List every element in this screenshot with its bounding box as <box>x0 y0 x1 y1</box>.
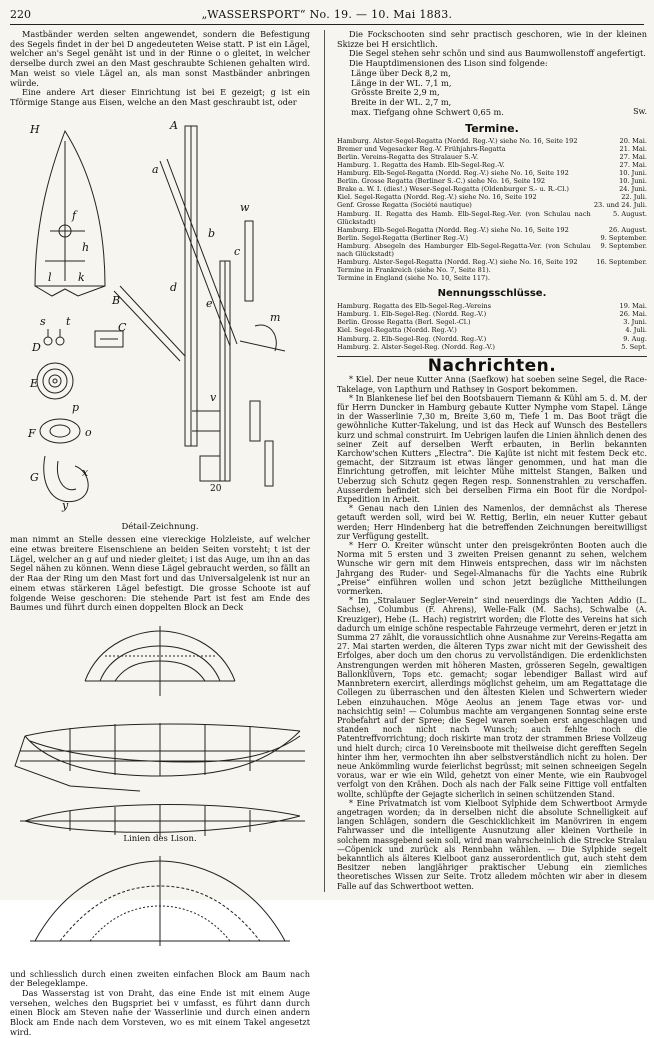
dimension-item: max. Tiefgang ohne Schwert 0,65 m. <box>351 106 504 117</box>
nennung-row-date: 5. Sept. <box>621 342 647 351</box>
termine-row-date: 22. Juli. <box>621 193 647 202</box>
hull-lines-drawing <box>10 616 310 961</box>
termine-row <box>337 274 647 282</box>
termine-row-event: Hamburg. Absegeln des Hamburger Elb-Segel-Regatta-Ver. (von Schulau nach Glückstadt) <box>337 241 591 259</box>
figure-label: t <box>66 314 71 328</box>
paragraph: man nimmt an Stelle dessen eine viereckige Holzleiste, auf welcher eine etwas breitere Eisenschiene an beiden Seiten vorsteht; t ist der Lägel, welcher an g auf und nieder gleitet; i ist das Auge, um ihn an das Segel nähen zu können. Wenn diese Lägel gebraucht werden, so fällt an der Raa der Ring um den Mast fort und das Universalgelenk ist nur an einem etwas stärkeren Lägel befestigt. Die grosse Schoote ist auf folgende Weise geschoren: Die stehende Part ist fest am Ende des Baumes und führt durch einen doppelten Block an Deck <box>10 534 310 613</box>
figure-label: c <box>234 244 241 258</box>
figure-label: d <box>170 280 178 294</box>
figure-label: x <box>82 465 89 479</box>
paragraph: Das Wasserstag ist von Draht, das eine Ende ist mit einem Auge versehen, welches den Bugspriet bei v umfasst, es führt dann durch einen Block am Steven nahe der Wasserlinie und durch einen andern Block am Ende nach dem Vorsteven, wo es mit einem Takel angesetzt wird. <box>10 988 310 1037</box>
news-item: * Kiel. Der neue Kutter Anna (Saefkow) hat soeben seine Segel, die Race-Takelage, von Lapthurn und Rathsey in Gosport bekommen. <box>337 375 647 394</box>
author-signature: Sw. <box>633 107 647 117</box>
figure-label: A <box>170 118 178 132</box>
figure-label: a <box>152 162 159 176</box>
nennung-row-event: Berlin. Grosse Regatta (Berl. Segel.-Cl.) <box>337 318 471 327</box>
figure-label: E <box>30 376 39 390</box>
termine-row-event: Hamburg. II. Regatta des Hamb. Elb-Segel-Reg.-Ver. (von Schulau nach Glückstadt) <box>337 209 591 226</box>
nachrichten-heading: Nachrichten. <box>427 355 557 376</box>
termine-row <box>337 185 647 193</box>
figure-label: y <box>62 498 69 512</box>
nennung-row <box>337 302 647 310</box>
nennung-row-date: 4. Juli. <box>625 326 647 335</box>
detail-drawing <box>10 111 310 521</box>
news-item: * Herr O. Kreiter wünscht unter den preisgekrönten Booten auch die Norma mit 5 ersten und 3 zweiten Preisen genannt zu sehen, welchem Wunsche wir gern mit dem Hinweis entsprechen, dass wir im nächsten Jahrgang des Ruder- und Segel-Almanachs für die Yachts eine Rubrik „Preise“ einführen wollen und schon jetzt bezügliche Mittheilungen vormerken. <box>337 541 647 597</box>
figure-label: f <box>72 208 77 222</box>
figure-label: p <box>72 400 80 414</box>
termine-row-date: 24. Juni. <box>619 185 647 194</box>
right-column <box>337 30 647 891</box>
termine-row-date: 5. August. <box>613 209 647 218</box>
termine-row-event: Berlin. Grosse Regatta (Berliner S.-C.) siehe No. 16, Seite 192 <box>337 177 546 186</box>
termine-row-event: Hamburg. Elb-Segel-Regatta (Nordd. Reg.-V.) siehe No. 16, Seite 192 <box>337 225 569 234</box>
termine-row-date: 21. Mai. <box>619 144 647 153</box>
figure-label: F <box>28 426 36 440</box>
termine-row-event: Bremer und Vegesacker Reg.-V. Frühjahrs-Regatta <box>337 144 506 153</box>
nennung-row <box>337 310 647 318</box>
termine-row-date <box>591 266 647 274</box>
figure-label: B <box>112 293 121 307</box>
termine-row-event: Brake a. W. I. (dies!.) Weser-Segel-Regatta (Oldenburger S.- u. R.-Cl.) <box>337 185 569 194</box>
termine-row <box>337 137 647 145</box>
left-column <box>10 30 310 1038</box>
news-item: * Genau nach den Linien des Namenlos, der demnächst als Therese getauft werden soll, wird bei W. Rettig, Berlin, ein neuer Kutter gebaut werden; Herr Hindenberg hat die betreffenden Zeichnungen bereitwilligst zur Verfügung gestellt. <box>337 504 647 541</box>
termine-row <box>337 201 647 209</box>
figure-label: D <box>32 340 41 354</box>
nennung-row-event: Hamburg. 1. Elb-Segel-Reg. (Nordd. Reg.-V.) <box>337 310 487 319</box>
nennung-row <box>337 318 647 326</box>
nennung-row-date: 9. Aug. <box>623 334 647 343</box>
termine-row <box>337 153 647 161</box>
header-rule <box>10 24 644 25</box>
termine-row <box>337 226 647 234</box>
termine-row-date: 9. September. <box>600 241 647 250</box>
termine-row-date: 27. Mai. <box>619 152 647 161</box>
termine-row <box>337 210 647 226</box>
detail-drawing-svg <box>10 111 310 521</box>
hull-lines-svg <box>10 616 310 961</box>
termine-heading: Termine. <box>465 122 519 136</box>
nennung-row-event: Hamburg. 2. Elb-Segel-Reg. (Nordd. Reg.-V.) <box>337 334 487 343</box>
nennung-row <box>337 335 647 343</box>
nennung-row <box>337 343 647 351</box>
nennung-row <box>337 326 647 334</box>
figure-label: C <box>118 320 127 334</box>
figure-label: e <box>206 296 213 310</box>
termine-row-event: Hamburg. Alster-Segel-Regatta (Nordd. Reg.-V.) siehe No. 16, Seite 192 <box>337 136 578 145</box>
page-header <box>10 6 644 24</box>
termine-row-event: Hamburg. Alster-Segel-Regatta (Nordd. Reg.-V.) siehe No. 16, Seite 192 <box>337 258 578 267</box>
termine-row-event: Termine in England (siehe No. 10, Seite 117). <box>337 274 490 283</box>
dimension-item: Grösste Breite 2,9 m, <box>351 87 440 98</box>
termine-row-date: 20. Mai. <box>619 136 647 145</box>
paragraph: und schliesslich durch einen zweiten einfachen Block am Baum nach der Belegeklampe. <box>10 968 310 989</box>
paragraph: Mastbänder werden selten angewendet, sondern die Befestigung des Segels findet in der bei D angedeuteten Weise statt. P ist ein Lägel, welcher an's Segel genäht ist und in der Rinne o o gleitet, in welcher derselbe durch zwei an den Mast geschraubte Schienen gehalten wird. Man weist so viele Lägel an, als man sonst Mastbänder anbringen würde. <box>10 29 310 88</box>
termine-row-date: 10. Juni. <box>619 177 647 186</box>
termine-row <box>337 266 647 274</box>
page-number: 220 <box>10 8 31 21</box>
termine-row-date: 27. Mai. <box>619 161 647 170</box>
termine-row <box>337 145 647 153</box>
termine-row <box>337 193 647 201</box>
figure-caption: Linien des Lison. <box>123 833 197 844</box>
figure-label: H <box>30 122 40 136</box>
termine-row-date <box>591 274 647 282</box>
paragraph: Die Hauptdimensionen des Lison sind folgende: <box>349 58 548 69</box>
paragraph: Die Fockschooten sind sehr practisch geschoren, wie in der kleinen Skizze bei H ersichtlich. <box>337 29 647 49</box>
nennung-table <box>337 302 647 351</box>
dimension-item: Breite in der WL. 2,7 m, <box>351 96 452 107</box>
dimension-item: Länge über Deck 8,2 m, <box>351 67 451 78</box>
termine-row-date: 23. und 24. Juli. <box>593 201 647 210</box>
termine-row-date: 16. September. <box>596 258 647 267</box>
termine-row-date: 26. August. <box>608 225 647 234</box>
figure-label: m <box>270 310 281 324</box>
news-item: * In Blankenese lief bei den Bootsbauern Tiemann & Kühl am 5. d. M. der für Herrn Duncker in Hamburg gebaute Kutter Nymphe vom Stapel. Länge in der Wasserlinie 7,30 m, Breite 3,60 m, Tiefe 1 m. Das Boot trägt die gewöhnliche Kutter-Takelung, und ist das Heck auf Wunsch des Bestellers kurz und schmal construirt. Im Uebrigen laufen die Linien ähnlich denen des seiner Zeit auf derselben Werft erbauten, in Berlin bekannten Karchow'schen Kutters „Electra“. Die Kajüte ist nicht mit festem Deck etc. gemacht, der Sitzraum ist etwas länger genommen, und hat man die Einrichtung getroffen, mit leichter Mühe mittelst Stangen, Balken und Ueberzug sich Schutz gegen Regen resp. Sonnenstrahlen zu verschaffen. Ausserdem befindet sich bei derselben Firma ein Boot für die Nordpol-Expedition in Arbeit. <box>337 393 647 505</box>
termine-row-event: Hamburg. Elb-Segel-Regatta (Nordd. Reg.-V.) siehe No. 16, Seite 192 <box>337 169 569 178</box>
paragraph: Die Segel stehen sehr schön und sind aus Baumwollenstoff angefertigt. <box>349 48 646 59</box>
column-divider <box>324 30 325 892</box>
figure-label: v <box>210 390 217 404</box>
nennung-row-date: 19. Mai. <box>619 302 647 311</box>
nennung-row-event: Hamburg. Regatta des Elb-Segel-Reg.-Vereins <box>337 302 491 311</box>
figure-caption: Détail-Zeichnung. <box>121 521 199 532</box>
termine-row <box>337 169 647 177</box>
nennung-row-event: Hamburg. 2. Alster-Segel-Reg. (Nordd. Reg.-V.) <box>337 342 496 351</box>
termine-row <box>337 242 647 258</box>
dimension-item: Länge in der WL. 7,1 m, <box>351 77 452 88</box>
termine-table <box>337 137 647 283</box>
termine-row <box>337 234 647 242</box>
nennung-row-date: 3. Juni. <box>623 318 647 327</box>
figure-label: b <box>208 226 216 240</box>
termine-row-event: Hamburg. 1. Regatta des Hamb. Elb-Segel-Reg.-V. <box>337 161 505 170</box>
termine-row-event: Kiel. Segel-Regatta (Nordd. Reg.-V.) siehe No. 16, Seite 192 <box>337 193 537 202</box>
paragraph: Eine andere Art dieser Einrichtung ist bei E gezeigt; g ist ein Tförmige Stange aus Eisen, welche an den Mast geschraubt ist, oder <box>10 87 310 107</box>
termine-row-event: Berlin. Segel-Regatta (Berliner Reg.-V.) <box>337 233 469 242</box>
nennung-heading: Nennungsschlüsse. <box>437 288 547 300</box>
figure-label: G <box>30 470 39 484</box>
termine-row <box>337 161 647 169</box>
news-list <box>337 375 647 890</box>
figure-label: h <box>82 240 90 254</box>
nennung-row-event: Kiel. Segel-Regatta (Nordd. Reg.-V.) <box>337 326 457 335</box>
news-item: * Im „Stralauer Segler-Verein“ sind neuerdings die Yachten Addio (L. Sachse), Columbus (F. Ahrens), Welle-Falk (M. Sachs), Schwalbe (A. Kreuziger), Hebe (L. Hach) registrirt worden; die Flotte des Vereins hat sich dadurch um einige schöne respectable Fahrzeuge vermehrt, deren er jetzt in Summa 27 zählt, die voraussichtlich ohne Ausnahme zur Vereins-Regatta am 27. Mai starten werden, die älteren Typs zwar nicht mit der Gewissheit des Erfolges, aber doch um den chorus zu vervollständigen. Die erdenklichsten Anstrengungen werden mit höheren Masten, grösseren Segeln, gewaltigen Ballonklüvern, Tops etc. gemacht; sogar lebendiger Ballast wird auf Mannbretern exercirt, allerdings möglichst geheim, um am Regattatage die Collegen zu überraschen und den ältesten Kielen und Schwertern wieder Leben einzuhauchen. Möge Aeolus an jenem Tage etwas vor- und nachsichtig sein! — Columbus machte am vergangenen Sonntag seine erste Probefahrt auf der Spree; die Segel waren soeben erst angeschlagen und standen noch nicht nach Wunsch; auch fehlte noch die Patentreffvorrichtung; doch riskirte man trotz der strammen Briese Vollzeug und hielt durch; circa 10 Vereinsboote mit theilweise dicht gerefften Segeln hinter ihm her, vermochten ihn aber selbstverständlich nicht zu holen. Der neue Ankömmling wurde feierlichst begrüsst; mit seinen schneeigen Segeln voraus, war er wie ein Wild, gehetzt von einer Mente, wie ein Raubvogel verfolgt von den Krähen. Doch als nach der Falk seine Fittige voll entfalten wollte, schlüpfte der Gejagte sicherlich in seinen schützenden Stand. <box>337 596 647 799</box>
figure-label: o <box>85 425 92 439</box>
figure-label: k <box>78 270 85 284</box>
termine-row-event: Berlin. Vereins-Regatta des Stralauer S.-V. <box>337 152 479 161</box>
termine-row-event: Genf. Grosse Regatta (Société nautique) <box>337 201 472 210</box>
termine-row <box>337 177 647 185</box>
figure-label: s <box>40 314 46 328</box>
news-item: * Eine Privatmatch ist vom Kielboot Sylphide dem Schwertboot Armyde angetragen worden; da in derselben nicht die absolute Schnelligkeit auf langen Schlägen, sondern die Geschicklichkeit im Manövriren in engem Fahrwasser und die intelligente Ausnutzung aller kleinen Vortheile in solchem massgebend sein soll, wird man wahrscheinlich die Strecke Stralau—Cöpenick und zurück als Rennbahn wählen. — Die Sylphide segelt bekanntlich als älteres Kielboot ganz ausserordentlich gut, auch steht dem Besitzer neben langjähriger praktischer Uebung ein ziemliches theoretisches Wissen zur Seite. Trotz alledem möchten wir aber in diesem Falle auf das Schwertboot wetten. <box>337 798 647 891</box>
termine-row-event: Termine in Frankreich (siehe No. 7, Seite 81). <box>337 266 491 275</box>
termine-row-date: 9. September. <box>600 233 647 242</box>
nennung-row-date: 26. Mai. <box>619 310 647 319</box>
figure-label: 20 <box>210 483 222 494</box>
figure-label: w <box>240 200 250 214</box>
figure-label: l <box>48 270 52 284</box>
running-title: „WASSERSPORT“ No. 19. — 10. Mai 1883. <box>201 8 453 21</box>
termine-row-date: 10. Juni. <box>619 169 647 178</box>
termine-row <box>337 258 647 266</box>
